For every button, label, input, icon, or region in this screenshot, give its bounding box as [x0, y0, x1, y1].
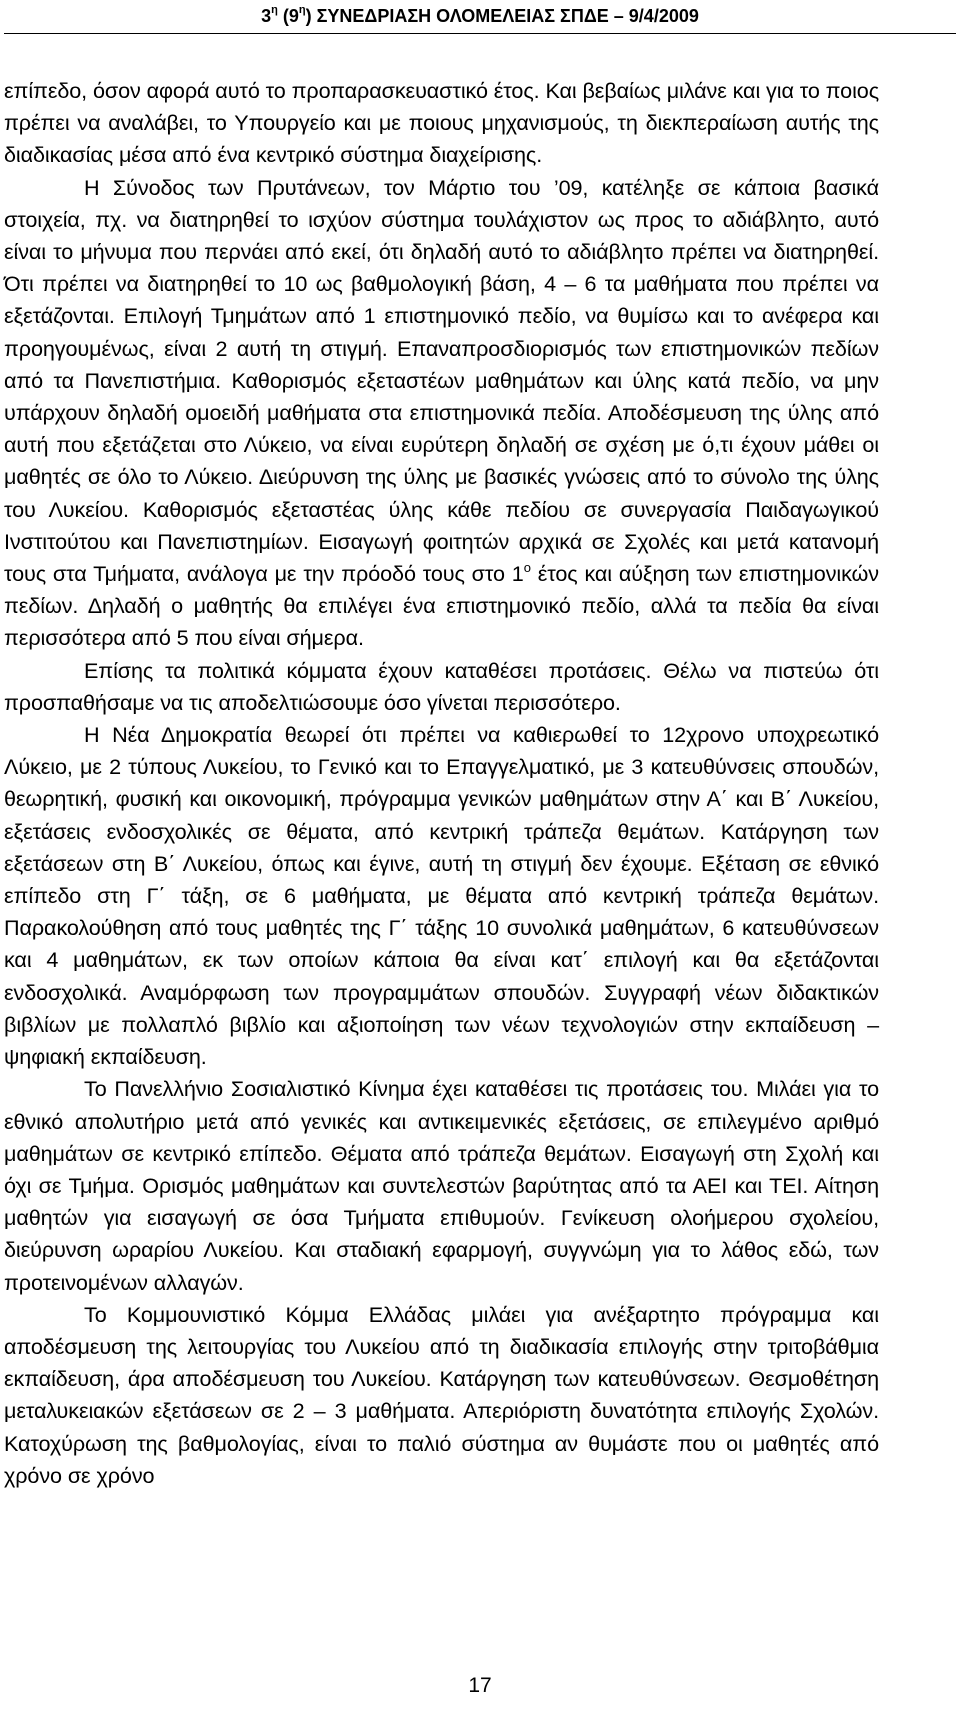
paragraph: Το Πανελλήνιο Σοσιαλιστικό Κίνημα έχει καταθέσει τις προτάσεις του. Μιλάει για το εθνικό απολυτήριο μετά από γενικές και αντικειμενικές εξετάσεις, σε επιλεγμένο αριθμό μαθημάτων σε κεντρικό επίπεδο. Θέματα από τράπεζα θεμάτων. Εισαγωγή στη Σχολή και όχι σε Τμήμα. Ορισμός μαθημάτων και συντελεστών βαρύτητας από τα ΑΕΙ και ΤΕΙ. Αίτηση μαθητών για εισαγωγή σε όσα Τμήματα επιθυμούν. Γενίκευση ολοήμερου σχολείου, διεύρυνση ωραρίου Λυκείου. Και σταδιακή εφαρμογή, συγγνώμη για το λάθος εδώ, των προτεινομένων αλλαγών.: [4, 1076, 879, 1295]
paragraph: [4, 172, 879, 655]
ordinal-superscript: ο: [523, 559, 531, 575]
paragraph: Επίσης τα πολιτικά κόμματα έχουν καταθέσει προτάσεις. Θέλω να πιστεύω ότι προσπαθήσαμε να τις αποδελτιώσουμε όσο γίνεται περισσότερο.: [4, 657, 879, 715]
paragraph: Η Νέα Δημοκρατία θεωρεί ότι πρέπει να καθιερωθεί το 12χρονο υποχρεωτικό Λύκειο, με 2 τύπους Λυκείου, το Γενικό και το Επαγγελματικό, με 3 κατευθύνσεις σπουδών, θεωρητική, φυσική και οικονομική, πρόγραμμα γενικών μαθημάτων στην Α΄ και Β΄ Λυκείου, εξετάσεις ενδοσχολικές σε θέματα, από κεντρική τράπεζα θεμάτων. Κατάργηση των εξετάσεων στη Β΄ Λυκείου, όπως και έγινε, αυτή τη στιγμή δεν έχουμε. Εξέταση σε εθνικό επίπεδο στη Γ΄ τάξη, σε 6 μαθήματα, με θέματα από κεντρική τράπεζα θεμάτων. Παρακολούθηση από τους μαθητές της Γ΄ τάξης 10 συνολικά μαθημάτων, 6 κατευθύνσεων και 4 μαθημάτων, εκ των οποίων κάποια θα είναι κατ΄ επιλογή και θα εξετάζονται ενδοσχολικά. Αναμόρφωση των προγραμμάτων σπουδών. Συγγραφή νέων διδακτικών βιβλίων με πολλαπλό βιβλίο και αξιοποίηση των νέων τεχνολογιών στην εκπαίδευση – ψηφιακή εκπαίδευση.: [4, 722, 879, 1070]
paragraph: επίπεδο, όσον αφορά αυτό το προπαρασκευαστικό έτος. Και βεβαίως μιλάνε και για το ποιος πρέπει να αναλάβει, το Υπουργείο και με ποιους μηχανισμούς, τη διεκπεραίωση αυτής της διαδικασίας μέσα από ένα κεντρικό σύστημα διαχείρισης.: [4, 78, 879, 168]
paragraph: Το Κομμουνιστικό Κόμμα Ελλάδας μιλάει για ανέξαρτητο πρόγραμμα και αποδέσμευση της λειτουργίας του Λυκείου από τη διαδικασία επιλογής στην τριτοβάθμια εκπαίδευση, άρα αποδέσμευση του Λυκείου. Κατάργηση των κατευθύνσεων. Θεσμοθέτηση μεταλυκειακών εξετάσεων σε 2 – 3 μαθήματα. Απεριόριστη δυνατότητα επιλογής Σχολών. Κατοχύρωση της βαθμολογίας, είναι το παλιό σύστημα αν θυμάστε που οι μαθητές από χρόνο σε χρόνο: [4, 1301, 879, 1488]
header-session-number-alt: (9: [277, 6, 299, 26]
page-number: 17: [468, 1674, 492, 1697]
header-ordinal-1: η: [271, 4, 278, 16]
header-title: ) ΣΥΝΕΔΡΙΑΣΗ ΟΛΟΜΕΛΕΙΑΣ ΣΠΔΕ – 9/4/2009: [305, 6, 699, 26]
header-ordinal-2: η: [298, 4, 306, 16]
paragraph-text-tail: έτος και αύξηση των επιστημονικών πεδίων. Δηλαδή ο μαθητής θα επιλέγει ένα επιστημονικό πεδίο, αλλά τα πεδία θα είναι περισσότερα από 5 που είναι σήμερα.: [4, 561, 879, 651]
header-divider: [4, 33, 956, 34]
document-body: [4, 75, 879, 1492]
header-session-number: 3: [261, 6, 272, 26]
paragraph-text: Η Σύνοδος των Πρυτάνεων, τον Μάρτιο του ’09, κατέληξε σε κάποια βασικά στοιχεία, πχ. να διατηρηθεί το ισχύον σύστημα τουλάχιστον ως προς το αδιάβλητο, αυτό είναι το μήνυμα που περνάει από εκεί, ότι δηλαδή αυτό το αδιάβλητο πρέπει να διατηρηθεί. Ότι πρέπει να διατηρηθεί το 10 ως βαθμολογική βάση, 4 – 6 τα μαθήματα που πρέπει να εξετάζονται. Επιλογή Τμημάτων από 1 επιστημονικό πεδίο, να θυμίσω και το ανέφερα και προηγουμένως, είναι 2 αυτή τη στιγμή. Επαναπροσδιορισμός των επιστημονικών πεδίων από τα Πανεπιστήμια. Καθορισμός εξεταστέων μαθημάτων και ύλης κατά πεδίο, να μην υπάρχουν δηλαδή ομοειδή μαθήματα στα επιστημονικά πεδία. Αποδέσμευση της ύλης από αυτή που εξετάζεται στο Λύκειο, να είναι ευρύτερη δηλαδή σε σχέση με ό,τι έχουν μάθει οι μαθητές σε όλο το Λύκειο. Διεύρυνση της ύλης με βασικές γνώσεις από το σύνολο της ύλης του Λυκείου. Καθορισμός εξεταστέας ύλης κάθε πεδίου σε συνεργασία Παιδαγωγικού Ινστιτούτου και Πανεπιστημίων. Εισαγωγή φοιτητών αρχικά σε Σχολές και μετά κατανομή τους στα Τμήματα, ανάλογα με την πρόοδό τους στο 1: [4, 174, 879, 587]
page-header: [0, 4, 960, 28]
